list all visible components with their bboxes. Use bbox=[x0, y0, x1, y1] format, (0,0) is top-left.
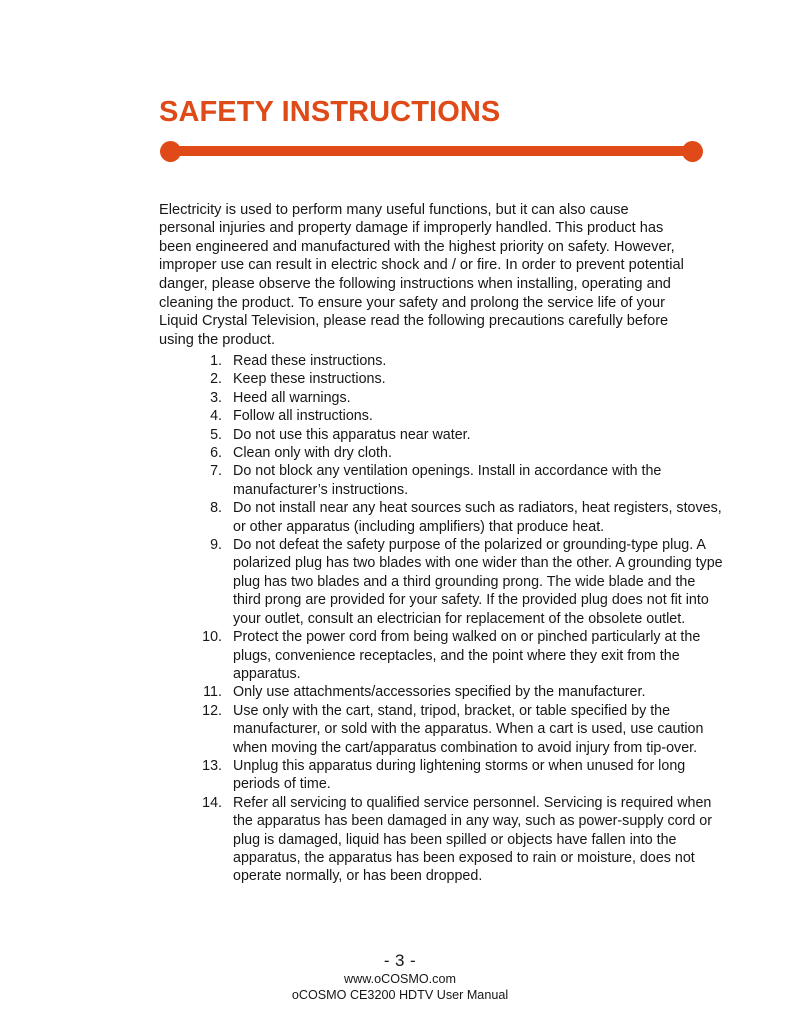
list-item-number: 6. bbox=[210, 445, 222, 462]
list-item bbox=[188, 794, 726, 886]
list-item bbox=[188, 426, 726, 444]
list-item bbox=[188, 407, 726, 425]
list-item bbox=[188, 389, 726, 407]
list-item bbox=[188, 628, 726, 683]
list-item bbox=[188, 352, 726, 370]
list-item-text: Do not install near any heat sources such as radiators, heat registers, stoves, or other apparatus (including amplifiers) that produce heat. bbox=[233, 500, 722, 535]
footer-website: www.oCOSMO.com bbox=[344, 972, 456, 986]
list-item bbox=[188, 757, 726, 794]
safety-instruction-list bbox=[188, 352, 726, 886]
list-item-number: 10. bbox=[202, 629, 222, 646]
list-item-text: Keep these instructions. bbox=[233, 371, 386, 388]
list-item-number: 5. bbox=[210, 426, 222, 443]
footer-page-number: - 3 - bbox=[383, 951, 417, 970]
list-item bbox=[188, 462, 726, 499]
divider-bar bbox=[170, 146, 693, 156]
list-item-text: Follow all instructions. bbox=[233, 408, 373, 425]
list-item-number: 13. bbox=[202, 757, 222, 774]
list-item-text: Refer all servicing to qualified service personnel. Servicing is required when the apparatus has been damaged in any way, such as power-supply cord or plug is damaged, liquid has been spilled or objects have fallen into the apparatus, the apparatus has been exposed to rain or moisture, does not operate normally, or has been dropped. bbox=[233, 794, 712, 885]
list-item bbox=[188, 499, 726, 536]
list-item-text: Clean only with dry cloth. bbox=[233, 445, 392, 462]
list-item bbox=[188, 536, 726, 628]
list-item-number: 11. bbox=[203, 684, 222, 701]
list-item-text: Do not block any ventilation openings. Install in accordance with the manufacturer’s instructions. bbox=[233, 463, 662, 498]
footer-manual-title: oCOSMO CE3200 HDTV User Manual bbox=[291, 988, 509, 1002]
page-footer bbox=[0, 950, 800, 1003]
list-item-text: Do not use this apparatus near water. bbox=[233, 426, 471, 443]
list-item-number: 4. bbox=[210, 408, 222, 425]
list-item bbox=[188, 702, 726, 757]
list-item-number: 2. bbox=[210, 371, 222, 388]
list-item-number: 9. bbox=[210, 537, 222, 554]
page-title-block bbox=[159, 96, 704, 128]
list-item bbox=[188, 370, 726, 388]
list-item bbox=[188, 683, 726, 701]
list-item-text: Read these instructions. bbox=[233, 353, 387, 369]
list-item-text: Only use attachments/accessories specified by the manufacturer. bbox=[233, 684, 646, 701]
list-item-text: Do not defeat the safety purpose of the polarized or grounding-type plug. A polarized plug has two blades with one wider than the other. A grounding type plug has two blades and a third grounding prong. The wide blade and the third prong are provided for your safety. If the provided plug does not fit into your outlet, consult an electrician for replacement of the obsolete outlet. bbox=[233, 537, 723, 627]
list-item-text: Unplug this apparatus during lightening storms or when unused for long periods of time. bbox=[233, 757, 686, 793]
list-item-number: 3. bbox=[210, 389, 222, 406]
list-item-text: Use only with the cart, stand, tripod, bracket, or table specified by the manufacturer, or sold with the apparatus. When a cart is used, use caution when moving the cart/apparatus combination to avoid injury from tip-over. bbox=[233, 702, 704, 756]
list-item-text: Heed all warnings. bbox=[233, 389, 351, 406]
divider-right-cap-icon bbox=[682, 141, 703, 162]
list-item bbox=[188, 444, 726, 462]
list-item-number: 12. bbox=[202, 702, 222, 719]
list-item-number: 14. bbox=[202, 794, 222, 811]
orange-divider-rule bbox=[160, 140, 703, 162]
list-item-number: 8. bbox=[210, 500, 222, 517]
page-title: SAFETY INSTRUCTIONS bbox=[159, 96, 501, 128]
list-item-number: 7. bbox=[210, 463, 222, 480]
list-item-number: 1. bbox=[210, 353, 222, 369]
intro-paragraph: Electricity is used to perform many useful functions, but it can also cause personal injuries and property damage if improperly handled. This product has been engineered and manufactured with the highest priority on safety. However, improper use can result in electric shock and / or fire. In order to prevent potential danger, please observe the following instructions when installing, operating and cleaning the product. To ensure your safety and prolong the service life of your Liquid Crystal Television, please read the following precautions carefully before using the product. bbox=[159, 201, 684, 348]
list-item-text: Protect the power cord from being walked on or pinched particularly at the plugs, convenience receptacles, and the point where they exit from the apparatus. bbox=[233, 629, 701, 682]
